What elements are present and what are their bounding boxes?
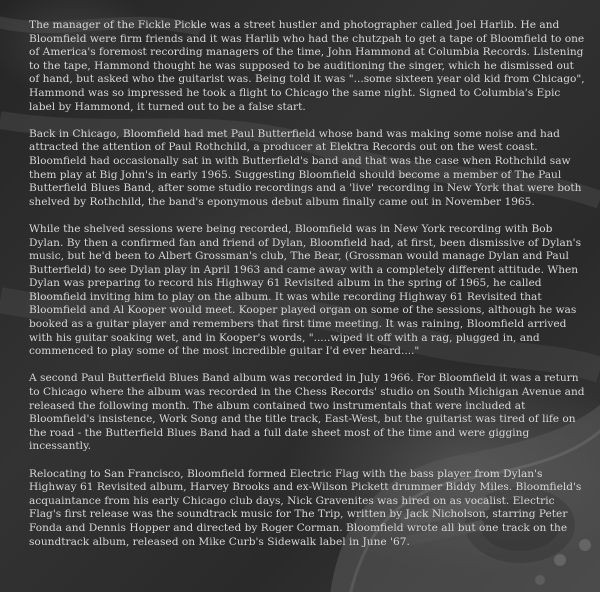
paragraph-back-in-chicago: Back in Chicago, Bloomfield had met Paul Butterfield whose band was making some noise and had attracted the attention of Paul Rothchild, a producer at Elektra Records out on the west coast. Bloomfield had occasionally sat in with Butterfield's band and that was the case when Rothchild saw them play at Big John's in early 1965. Suggesting Bloomfield should become a member of The Paul Butterfield Blues Band, after some studio recordings and a 'live' recording in New York that were both shelved by Rothchild, the band's eponymous debut album finally came out in November 1965. — [29, 127, 582, 208]
paragraph-fickle-pickle: The manager of the Fickle Pickle was a street hustler and photographer called Joel Harlib. He and Bloomfield were firm friends and it was Harlib who had the chutzpah to get a tape of Bloomfield to one of America's foremost recording managers of the time, John Hammond at Columbia Records. Listening to the tape, Hammond thought he was supposed to be auditioning the singer, which he dismissed out of hand, but asked who the guitarist was. Being told it was "...some sixteen year old kid from Chicago", Hammond was so impressed he took a flight to Chicago the same night. Signed to Columbia's Epic label by Hammond, it turned out to be a false start. — [29, 19, 585, 113]
article-text — [29, 19, 585, 563]
paragraph-bob-dylan: While the shelved sessions were being recorded, Bloomfield was in New York recording with Bob Dylan. By then a confirmed fan and friend of Dylan, Bloomfield had, at first, been dismissive of Dylan's music, but he'd been to Albert Grossman's club, The Bear, (Grossman would manage Dylan and Paul Butterfield) to see Dylan play in April 1963 and came away with a completely different attitude. When Dylan was preparing to record his Highway 61 Revisited album in the spring of 1965, he called Bloomfield inviting him to play on the album. It was while recording Highway 61 Revisited that Bloomfield and Al Kooper would meet. Kooper played organ on some of the sessions, although he was booked as a guitar player and remembers that first time meeting. It was raining, Bloomfield arrived with his guitar soaking wet, and in Kooper's words, ".....wiped it off with a rag, plugged in, and commenced to play some of the most incredible guitar I'd ever heard...." — [29, 222, 582, 358]
paragraph-second-album: A second Paul Butterfield Blues Band album was recorded in July 1966. For Bloomfield it was a return to Chicago where the album was recorded in the Chess Records' studio on South Michigan Avenue and released the following month. The album contained two instrumentals that were included at Bloomfield's insistence, Work Song and the title track, East-West, but the guitarist was tired of life on the road - the Butterfield Blues Band had a full date sheet most of the time and were gigging incessantly. — [29, 372, 585, 453]
paragraph-electric-flag: Relocating to San Francisco, Bloomfield formed Electric Flag with the bass player from Dylan's Highway 61 Revisited album, Harvey Brooks and ex-Wilson Pickett drummer Biddy Miles. Bloomfield's acquaintance from his early Chicago club days, Nick Gravenites was hired on as vocalist. Electric Flag's first release was the soundtrack music for The Trip, written by Jack Nicholson, starring Peter Fonda and Dennis Hopper and directed by Roger Corman. Bloomfield wrote all but one track on the soundtrack album, released on Mike Curb's Sidewalk label in June '67. — [29, 467, 582, 548]
